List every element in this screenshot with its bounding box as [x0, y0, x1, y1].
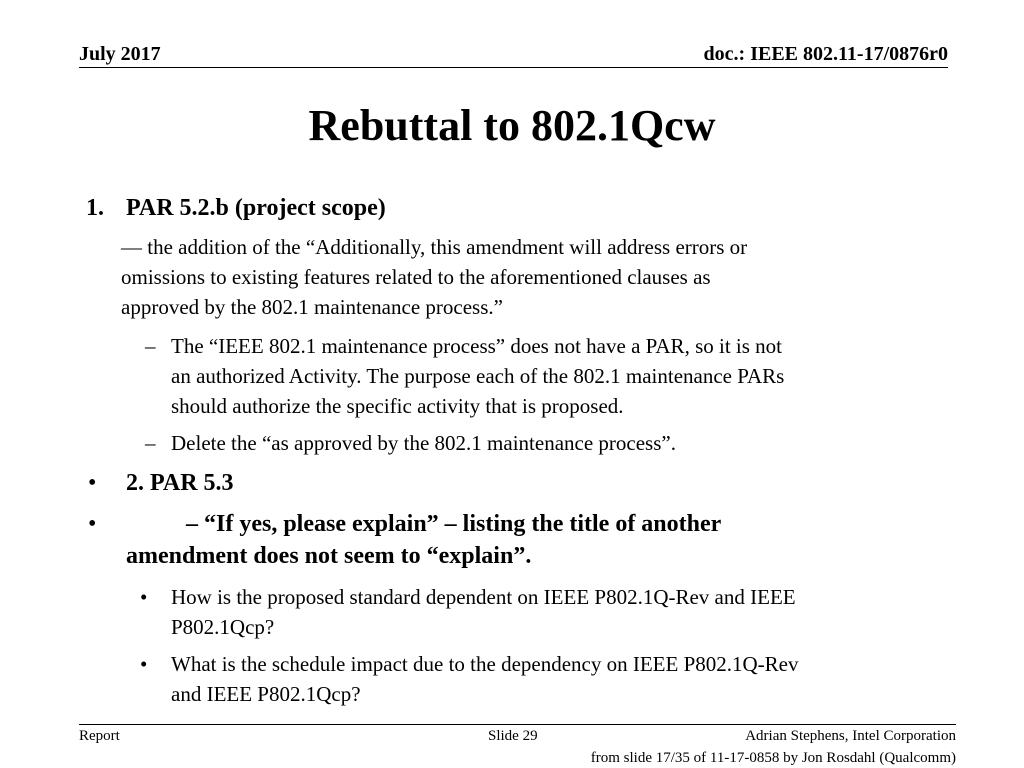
sub3-bullet: •: [140, 585, 148, 609]
item1-number: 1.: [86, 195, 104, 221]
item2-text: 2. PAR 5.3: [126, 470, 234, 496]
sub4-line-1: What is the schedule impact due to the dependency on IEEE P802.1Q-Rev: [171, 652, 799, 676]
footer-left: Report: [79, 728, 120, 744]
item3-bullet: •: [88, 511, 97, 537]
footer-slide-number: Slide 29: [488, 728, 538, 744]
header-date: July 2017: [79, 43, 161, 65]
sub4-bullet: •: [140, 652, 148, 676]
slide-title: Rebuttal to 802.1Qcw: [308, 101, 716, 150]
sub1-dash-marker: –: [145, 334, 156, 358]
item3-line-2: amendment does not seem to “explain”.: [126, 543, 532, 569]
sub1-line-1: The “IEEE 802.1 maintenance process” does not have a PAR, so it is not: [171, 334, 782, 358]
footer-divider: [79, 724, 956, 725]
sub4-line-2: and IEEE P802.1Qcp?: [171, 682, 361, 706]
header-divider: [79, 67, 948, 68]
sub1-line-3: should authorize the specific activity that is proposed.: [171, 394, 624, 418]
header-doc-id: doc.: IEEE 802.11-17/0876r0: [703, 43, 948, 65]
sub2-line-1: Delete the “as approved by the 802.1 maintenance process”.: [171, 431, 676, 455]
footer-source: from slide 17/35 of 11-17-0858 by Jon Rosdahl (Qualcomm): [590, 750, 956, 766]
item1-text-line-1: — the addition of the “Additionally, this amendment will address errors or: [121, 235, 748, 259]
item3-line-1: – “If yes, please explain” – listing the title of another: [186, 511, 722, 537]
sub1-line-2: an authorized Activity. The purpose each of the 802.1 maintenance PARs: [171, 364, 785, 388]
item2-bullet: •: [88, 470, 97, 496]
item1-heading: PAR 5.2.b (project scope): [126, 195, 386, 221]
item1-text-line-3: approved by the 802.1 maintenance process.”: [121, 295, 503, 319]
sub3-line-1: How is the proposed standard dependent on IEEE P802.1Q-Rev and IEEE: [171, 585, 796, 609]
item1-text-line-2: omissions to existing features related to the aforementioned clauses as: [121, 265, 711, 289]
footer-author: Adrian Stephens, Intel Corporation: [745, 728, 956, 744]
sub3-line-2: P802.1Qcp?: [171, 615, 275, 639]
sub2-dash-marker: –: [145, 431, 156, 455]
